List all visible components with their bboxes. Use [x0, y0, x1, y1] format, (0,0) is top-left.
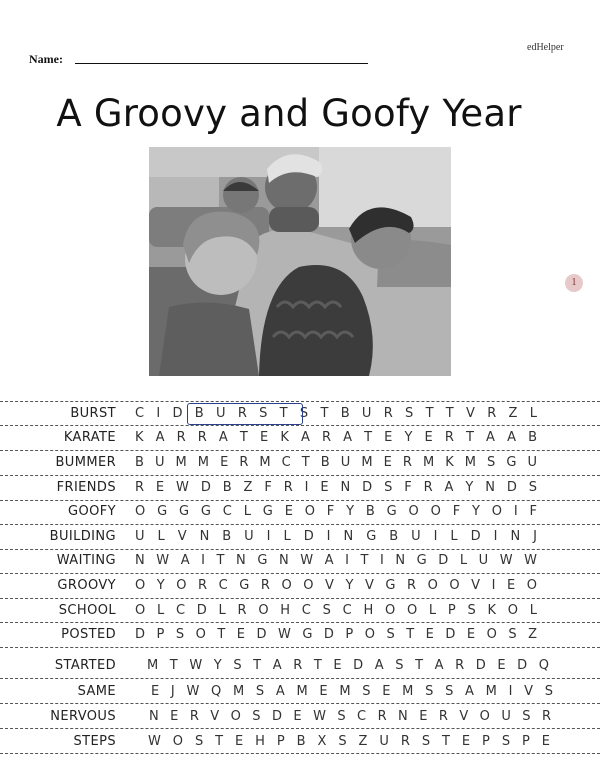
row-divider: [0, 500, 600, 501]
letter-row: K A R R A T E K A R A T E Y E R T A A B: [135, 430, 541, 445]
search-word: KARATE: [63, 430, 116, 445]
row-divider: [0, 598, 600, 599]
row-divider: [0, 450, 600, 451]
letter-row: N E R V O S D E W S C R N E R V O U S R: [149, 709, 555, 724]
letter-row: C I D B U R S T S T B U R S T T V R Z L: [135, 406, 542, 421]
letter-row: O G G G C L G E O F Y B G O O F Y O I F: [135, 504, 541, 519]
search-word: STARTED: [54, 658, 116, 673]
row-divider: [0, 549, 600, 550]
page-number-badge: 1: [565, 274, 583, 292]
search-word: POSTED: [61, 627, 116, 642]
letter-row: E J W Q M S A M E M S E M S S A M I V S: [151, 684, 557, 699]
letter-row: B U M M E R M C T B U M E R M K M S G U: [135, 455, 541, 470]
search-word: BUMMER: [55, 455, 116, 470]
row-divider: [0, 622, 600, 623]
row-divider: [0, 678, 600, 679]
publisher-label: edHelper: [527, 42, 564, 53]
letter-row: O L C D L R O H C S C H O O L P S K O L: [135, 603, 541, 618]
search-word: SAME: [77, 684, 116, 699]
letter-row: R E W D B Z F R I E N D S F R A Y N D S: [135, 480, 541, 495]
search-word: WAITING: [56, 553, 116, 568]
row-divider: [0, 753, 600, 754]
row-divider: [0, 647, 600, 648]
letter-row: M T W Y S T A R T E D A S T A R D E D Q: [147, 658, 553, 673]
letter-row: O Y O R C G R O O V Y V G R O O V I E O: [135, 578, 541, 593]
row-divider: [0, 703, 600, 704]
found-word-highlight: [187, 403, 303, 425]
letter-row: W O S T E H P B X S Z U R S T E P S P E: [148, 734, 554, 749]
search-word: GROOVY: [57, 578, 116, 593]
letter-row: N W A I T N G N W A I T I N G D L U W W: [135, 553, 541, 568]
row-divider: [0, 524, 600, 525]
row-divider: [0, 401, 600, 402]
search-word: BURST: [70, 406, 116, 421]
bus-students-illustration: [149, 147, 451, 376]
letter-row: U L V N B U I L D I N G B U I L D I N J: [135, 529, 542, 544]
search-word: NERVOUS: [50, 709, 116, 724]
row-divider: [0, 728, 600, 729]
letter-row: D P S O T E D W G D P O S T E D E O S Z: [135, 627, 541, 642]
search-word: FRIENDS: [56, 480, 116, 495]
page-title: A Groovy and Goofy Year: [56, 92, 522, 135]
row-divider: [0, 573, 600, 574]
row-divider: [0, 475, 600, 476]
search-word: SCHOOL: [58, 603, 116, 618]
search-word: BUILDING: [49, 529, 116, 544]
name-field-line[interactable]: [75, 63, 368, 64]
search-word: STEPS: [73, 734, 116, 749]
search-word: GOOFY: [68, 504, 116, 519]
row-divider: [0, 425, 600, 426]
name-label: Name:: [29, 52, 63, 66]
